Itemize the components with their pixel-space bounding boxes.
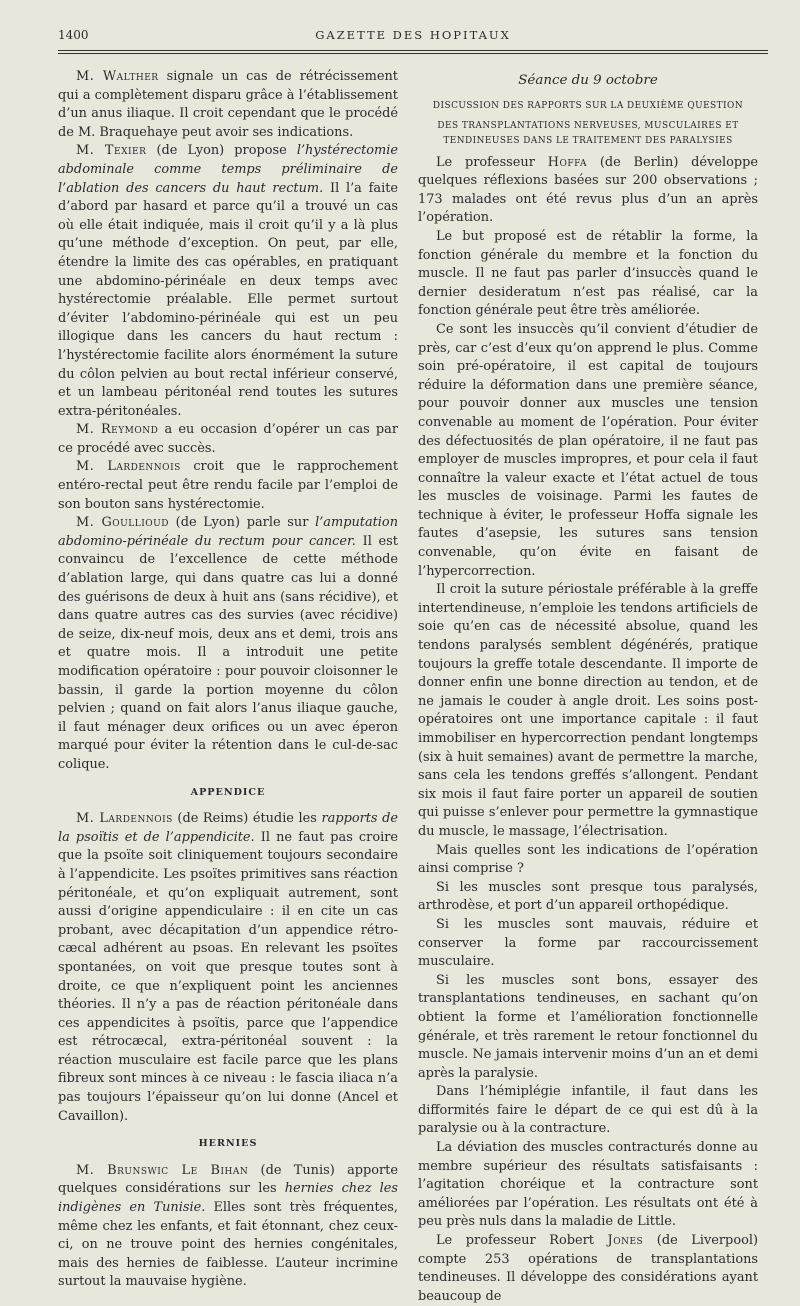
paragraph-text: (de Lyon) parle sur [168, 515, 316, 531]
paragraph-text: (de Berlin) développe quelques réflexions basées sur 200 observations ; 173 malades ont été revus plus d’un an après l’opération. [418, 154, 758, 226]
paragraph-goullioud [58, 514, 398, 774]
paragraph-text: (de Lyon) propose [146, 143, 297, 159]
paragraph-text: signale un cas de rétrécissement qui a complètement disparu grâce à l’établissement d’un anus iliaque. Il croit cependant que le procédé de M. Braquehaye peut avoir ses indications. [58, 69, 398, 140]
paragraph-text: Elles sont très fréquentes, même chez les enfants, et fait étonnant, chez ceux-ci, on ne trouve point des hernies congénitales, mais des hernies de faiblesse. L’auteur incrimine surtout la mauvaise hygiène. [58, 1200, 398, 1290]
header-rule-top [58, 50, 768, 51]
paragraph-brunswic [58, 1162, 398, 1292]
speaker-name: M. Texier [76, 143, 147, 159]
topic-title: l’amputation abdomino-périnéale du rectum pour cancer. [58, 515, 398, 549]
speaker-name: M. Brunswic Le Bihan [76, 1162, 249, 1178]
paragraph: Le but proposé est de rétablir la forme, la fonction générale du membre et la fonction du muscle. Il ne faut pas parler d’insuccès quand le dernier desideratum n’est pas réalisé, car la fonction générale peut être très améliorée. [418, 228, 758, 319]
paragraph: Ce sont les insuccès qu’il convient d’étudier de près, car c’est d’eux qu’on apprend le plus. Comme soin pré-opératoire, il est capital de toujours réduire la déformation dans une première séance, pour pouvoir donner aux muscles une tension convenable au moment de l’opération. Pour éviter des défectuosités de plan opératoire, il ne faut pas employer de muscles impropres, et pour cela il faut connaître la valeur exacte et l’état actuel de tous les muscles de voisinage. Parmi les fautes de technique à éviter, le professeur Hoffa signale les fautes d’asepsie, les sutures sans tension convenable, qu’on évite en faisant de l’hypercorrection. [418, 321, 758, 579]
topic-title: rapports de la psoïtis et de l’appendicite. [58, 811, 398, 845]
paragraph: Mais quelles sont les indications de l’opération ainsi comprise ? [418, 842, 758, 877]
header-rule-bottom [58, 53, 768, 54]
speaker-name: M. Lardennois [76, 811, 173, 827]
paragraph-text: Le professeur Robert [436, 1233, 608, 1249]
paragraph-lardennois [58, 458, 398, 514]
left-column [58, 68, 399, 1290]
speaker-name: M. Reymond [76, 422, 159, 438]
paragraph-text: (de Reims) étudie les [172, 811, 322, 827]
speaker-name: Jones [607, 1233, 644, 1249]
speaker-name: Hoffa [547, 154, 588, 170]
paragraph-jones [418, 1232, 758, 1306]
transplantation-heading: DES TRANSPLANTATIONS NERVEUSES, MUSCULAIRES ET TENDINEUSES DANS LE TRAITEMENT DES PARALYSIES [437, 120, 739, 146]
section-heading-hernies: HERNIES [198, 1138, 258, 1150]
section-heading-appendice: APPENDICE [190, 786, 266, 798]
paragraph: La déviation des muscles contracturés donne au membre supérieur des résultats satisfaisants : l’agitation choréique et la contracture sont améliorées par l’opération. Les résultats ont été à peu près nuls dans la maladie de Little. [418, 1140, 758, 1230]
paragraph-hoffa [418, 154, 758, 228]
session-title: Séance du 9 octobre [518, 73, 658, 88]
paragraph-text: croit que le rapprochement entéro-rectal peut être rendu facile par l’emploi de son bouton sans hystérectomie. [58, 459, 398, 512]
journal-title: GAZETTE DES HOPITAUX [315, 28, 511, 42]
paragraph-walther [58, 68, 398, 142]
page-header [58, 28, 768, 50]
paragraph: Si les muscles sont mauvais, réduire et conserver la forme par raccourcissement musculaire. [418, 916, 758, 970]
paragraph: Si les muscles sont presque tous paralysés, arthrodèse, et port d’un appareil orthopédique. [418, 879, 758, 914]
speaker-name: M. Walther [76, 69, 159, 84]
paragraph-lardennois-appendice [58, 810, 398, 1126]
topic-title: hernies chez les indigènes en Tunisie. [58, 1181, 399, 1216]
paragraph: Si les muscles sont bons, essayer des transplantations tendineuses, en sachant qu’on obtient la forme et l’amélioration fonctionnelle générale, et très rarement le retour fonctionnel du muscle. Ne jamais intervenir moins d’un an et demi après la paralysie. [418, 972, 758, 1081]
paragraph-text: (de Liverpool) compte 253 opérations de transplantations tendineuses. Il développe des considérations ayant beaucoup de [418, 1233, 758, 1304]
paragraph-text: Le professeur [436, 154, 548, 170]
paragraph-text: Il ne faut pas croire que la psoïte soit cliniquement toujours secondaire à l’appendicite. Les psoïtes primitives sans réaction péritonéale, et qu’on expliquait autrement, sont aussi d’origine appendiculaire : il en cite un cas probant, avec décapitation d’un appendice rétro-cæcal adhérent au psoas. En relevant les psoïtes spontanées, on voit que presque toutes sont à droite, ce que n’expliquent point les anciennes théories. Il n’y a pas de réaction péritonéale dans ces appendicites à psoïtis, parce que l’appendice est rétrocæcal, extra-péritonéal souvent : la réaction musculaire est facile parce que les plans fibreux sont minces à ce niveau : le fascia iliaca n’a pas toujours l’épaisseur qu’on lui donne (Ancel et Cavaillon). [58, 829, 398, 1124]
speaker-name: M. Goullioud [76, 515, 169, 531]
paragraph-texier [58, 142, 398, 421]
topic-title: l’hystérectomie abdominale comme temps préliminaire de l’ablation des cancers du haut rectum. [58, 143, 398, 196]
right-column [418, 68, 758, 1304]
speaker-name: M. Lardennois [76, 459, 181, 475]
paragraph-reymond [58, 421, 398, 458]
paragraph: Dans l’hémiplégie infantile, il faut dans les difformités faire le départ de ce qui est dû à la paralysie ou à la contracture. [418, 1084, 758, 1137]
paragraph-text: a eu occasion d’opérer un cas par ce procédé avec succès. [58, 422, 399, 456]
paragraph-text: (de Tunis) apporte quelques considérations sur les [58, 1162, 398, 1197]
paragraph-text: Il l’a faite d’abord par hasard et parce qu’il a trouvé un cas où elle était indiquée, mais il croit qu’il y a là plus qu’une méthode d’exception. On peut, par elle, étendre la limite des cas opérables, en pratiquant une abdomino-périnéale en deux temps avec hystérectomie préalable. Elle permet surtout d’éviter l’abdomino-périnéale qui est un peu illogique dans les cancers du haut rectum : l’hystérectomie facilite alors énormément la suture du côlon pelvien au bout rectal inférieur conservé, et un lambeau péritonéal rend toutes les sutures extra-péritonéales. [58, 180, 399, 419]
paragraph-text: Il est convaincu de l’excellence de cette méthode d’ablation large, qui dans quatre cas lui a donné des guérisons de deux à huit ans (sans récidive), et dans quatre autres cas des survies (avec récidive) de seize, dix-neuf mois, deux ans et demi, trois ans et quatre mois. Il a introduit une petite modification opératoire : pour pouvoir cloisonner le bassin, il garde la portion moyenne du côlon pelvien ; quand on fait alors l’anus iliaque gauche, il faut ménager deux orifices ou un avec éperon marqué pour éviter la rétention dans le cul-de-sac colique. [58, 533, 398, 772]
discussion-heading: DISCUSSION DES RAPPORTS SUR LA DEUXIÈME QUESTION [432, 100, 744, 111]
paragraph: Il croit la suture périostale préférable à la greffe intertendineuse, n’emploie les tendons artificiels de soie qu’en cas de nécessité absolue, quand les tendons paralysés semblent dégénérés, pratique toujours la greffe totale descendante. Il importe de donner enfin une bonne direction au tendon, et de ne jamais le couder à angle droit. Les soins post-opératoires ont une importance capitale : il faut immobiliser en hypercorrection pendant longtemps (six à huit semaines) avant de permettre la marche, sans cela les tendons greffés s’allongent. Pendant six mois il faut faire porter un appareil de soutien qui puisse s’enlever pour permettre la gymnastique du muscle, le massage, l’électrisation. [418, 582, 758, 839]
page-number: 1400 [58, 28, 89, 42]
